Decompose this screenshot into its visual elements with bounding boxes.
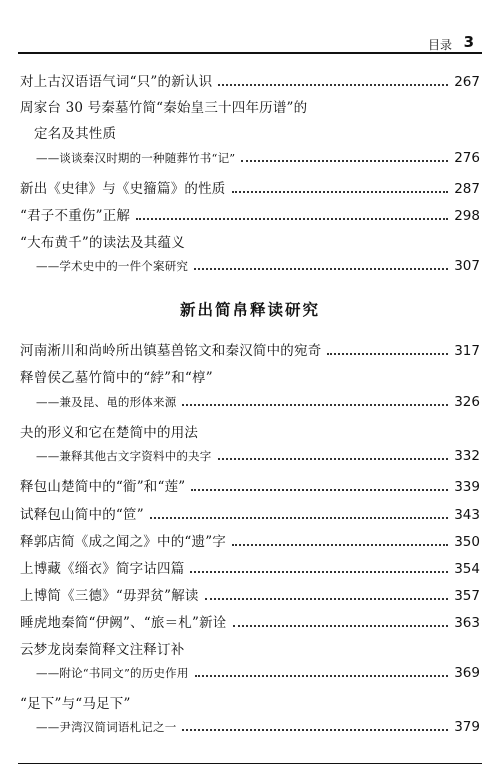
toc-entry xyxy=(20,394,480,416)
toc-entry-title: 新出《史律》与《史籀篇》的性质 xyxy=(20,181,226,197)
toc-entry xyxy=(20,204,480,226)
toc-entry xyxy=(20,366,480,388)
toc-entry xyxy=(20,122,480,144)
toc-entry-title: 释郭店简《成之闻之》中的“遗”字 xyxy=(20,534,227,550)
dot-leader xyxy=(195,675,449,677)
toc-entry-page: 317 xyxy=(454,343,480,359)
toc-entry-subtitle: ——尹湾汉简词语札记之一 xyxy=(36,720,177,734)
running-head-page-number: 3 xyxy=(463,33,474,51)
toc-entry-page: 339 xyxy=(454,479,480,495)
dot-leader xyxy=(205,598,449,600)
toc-entry-page: 369 xyxy=(454,665,480,681)
toc-entry-page: 354 xyxy=(454,561,480,577)
toc-entry xyxy=(20,448,480,470)
toc-entry-page: 363 xyxy=(454,615,480,631)
toc-entry-page: 326 xyxy=(454,394,480,410)
toc-entry xyxy=(20,719,480,741)
toc-entry-page: 307 xyxy=(454,258,480,274)
dot-leader xyxy=(218,84,448,86)
dot-leader xyxy=(232,191,449,193)
toc-entry-page: 298 xyxy=(454,208,480,224)
toc-entry-title: 云梦龙岗秦简释文注释订补 xyxy=(20,642,185,658)
toc-entry-page: 350 xyxy=(454,534,480,550)
toc-entry-subtitle: ——兼释其他古文字资料中的夬字 xyxy=(36,449,212,463)
toc-entry-title: 释曾侯乙墓竹简中的“綍”和“椁” xyxy=(20,370,213,386)
toc-entry-title: 试释包山简中的“笸” xyxy=(20,507,144,523)
toc-entry-subtitle: ——学术史中的一件个案研究 xyxy=(36,259,189,273)
toc-entry-page: 287 xyxy=(454,181,480,197)
toc-entry xyxy=(20,530,480,552)
toc-entry xyxy=(20,665,480,687)
dot-leader xyxy=(241,160,448,162)
dot-leader xyxy=(232,544,448,546)
toc-entry-title: 对上古汉语语气词“只”的新认识 xyxy=(20,74,213,90)
dot-leader xyxy=(327,353,448,355)
toc-entry-subtitle: ——附论“书同文”的历史作用 xyxy=(36,666,189,680)
toc-entry xyxy=(20,475,480,497)
toc-entry-page: 343 xyxy=(454,507,480,523)
toc-entry-title: “足下”与“马足下” xyxy=(20,696,131,712)
toc-entry xyxy=(20,692,480,714)
dot-leader xyxy=(150,517,448,519)
dot-leader xyxy=(218,458,449,460)
toc-entry xyxy=(20,421,480,443)
bottom-rule xyxy=(18,763,482,764)
toc-entry xyxy=(20,557,480,579)
toc-entry xyxy=(20,503,480,525)
toc-entry-title: 睡虎地秦简“伊阙”、“旅＝札”新诠 xyxy=(20,615,227,631)
toc-entry xyxy=(20,150,480,172)
toc-entry xyxy=(20,584,480,606)
section-title: 新出简帛释读研究 xyxy=(179,301,320,319)
running-head-label: 目录 xyxy=(427,38,452,52)
dot-leader xyxy=(233,625,449,627)
toc-entry-page: 276 xyxy=(454,150,480,166)
toc-entry xyxy=(20,177,480,199)
dot-leader xyxy=(182,404,448,406)
toc-entry-subtitle: ——兼及昆、黾的形体来源 xyxy=(36,395,177,409)
toc-entry-title: “君子不重伤”正解 xyxy=(20,208,131,224)
toc-entry xyxy=(20,231,480,253)
toc-entry-page: 267 xyxy=(454,74,480,90)
toc-entry-page: 332 xyxy=(454,448,480,464)
toc-entry-title: 周家台 30 号秦墓竹简“秦始皇三十四年历谱”的 xyxy=(20,100,308,116)
toc-entry-title: 定名及其性质 xyxy=(34,126,117,142)
toc-entry-title: 上博简《三德》“毋羿贫”解读 xyxy=(20,588,199,604)
dot-leader xyxy=(182,729,448,731)
toc-entry-title: 上博藏《缁衣》简字诂四篇 xyxy=(20,561,185,577)
toc-entry-page: 357 xyxy=(454,588,480,604)
toc-entry-title: “大布黄千”的读法及其蕴义 xyxy=(20,235,185,251)
toc-entry xyxy=(20,70,480,92)
toc-entry xyxy=(20,258,480,280)
toc-entry-page: 379 xyxy=(454,719,480,735)
toc-entry-title: 夬的形义和它在楚简中的用法 xyxy=(20,425,199,441)
toc-entry xyxy=(20,339,480,361)
dot-leader xyxy=(194,268,448,270)
dot-leader xyxy=(136,218,448,220)
dot-leader xyxy=(191,489,448,491)
dot-leader xyxy=(190,571,448,573)
toc-entry xyxy=(20,96,480,118)
toc-entry-title: 释包山楚简中的“衜”和“莲” xyxy=(20,479,186,495)
toc-entry xyxy=(20,611,480,633)
toc-entry-title: 河南淅川和尚岭所出镇墓兽铭文和秦汉简中的宛奇 xyxy=(20,343,322,359)
toc-entry xyxy=(20,638,480,660)
running-head xyxy=(18,18,482,54)
toc-entry-subtitle: ——谈谈秦汉时期的一种随葬竹书“记” xyxy=(36,151,236,165)
